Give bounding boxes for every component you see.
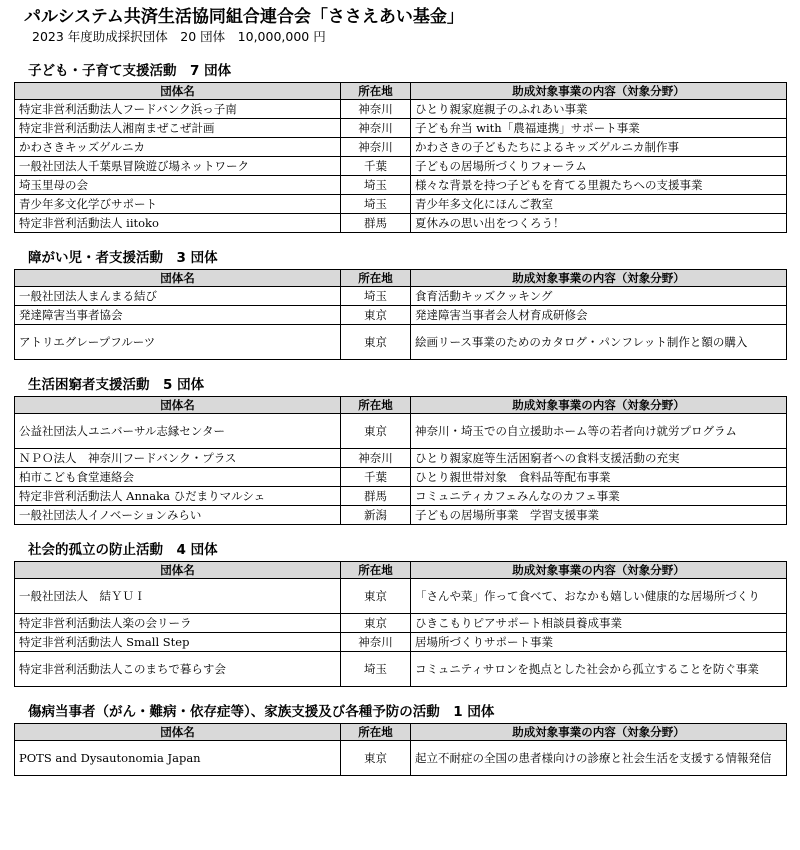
organization-location: 神奈川 (341, 138, 411, 157)
table-row (15, 468, 787, 487)
table-row (15, 195, 787, 214)
organization-name: 青少年多文化学びサポート (15, 195, 341, 214)
table-header-row (15, 562, 787, 579)
table-row (15, 414, 787, 449)
section (14, 540, 786, 687)
organization-location: 東京 (341, 579, 411, 614)
project-content: 「さんや菜」作って食べて、おなかも嬉しい健康的な居場所づくり (411, 579, 787, 614)
organization-location: 埼玉 (341, 195, 411, 214)
organization-location: 千葉 (341, 468, 411, 487)
column-header-location: 所在地 (341, 83, 411, 100)
project-content: ひとり親家庭親子のふれあい事業 (411, 100, 787, 119)
project-content: 青少年多文化にほんご教室 (411, 195, 787, 214)
organization-name: 一般社団法人まんまる結び (15, 287, 341, 306)
section (14, 702, 786, 776)
organization-name: 特定非営利活動法人湘南まぜこぜ計画 (15, 119, 341, 138)
project-content: 絵画リース事業のためのカタログ・パンフレット制作と額の購入 (411, 325, 787, 360)
table-row (15, 579, 787, 614)
table-row (15, 506, 787, 525)
project-content: 発達障害当事者会人材育成研修会 (411, 306, 787, 325)
table-row (15, 633, 787, 652)
table-row (15, 306, 787, 325)
column-header-name: 団体名 (15, 83, 341, 100)
section-heading: 社会的孤立の防止活動 4 団体 (28, 542, 218, 558)
organization-name: 一般社団法人 結ＹＵＩ (15, 579, 341, 614)
organization-name: アトリエグレープフルーツ (15, 325, 341, 360)
column-header-location: 所在地 (341, 724, 411, 741)
organization-location: 新潟 (341, 506, 411, 525)
column-header-name: 団体名 (15, 397, 341, 414)
organization-name: 特定非営利活動法人楽の会リーラ (15, 614, 341, 633)
organization-location: 埼玉 (341, 652, 411, 687)
project-content: かわさきの子どもたちによるキッズゲルニカ制作事 (411, 138, 787, 157)
table-row (15, 487, 787, 506)
document-title: パルシステム共済生活協同組合連合会「ささえあい基金」 (24, 7, 464, 27)
table-row (15, 325, 787, 360)
grant-table (14, 723, 787, 776)
column-header-name: 団体名 (15, 270, 341, 287)
organization-name: 特定非営利活動法人 iitoko (15, 214, 341, 233)
organization-name: 一般社団法人千葉県冒険遊び場ネットワーク (15, 157, 341, 176)
table-row (15, 449, 787, 468)
grant-table (14, 82, 787, 233)
organization-location: 群馬 (341, 214, 411, 233)
column-header-content: 助成対象事業の内容（対象分野） (411, 83, 787, 100)
column-header-location: 所在地 (341, 397, 411, 414)
section (14, 61, 786, 233)
project-content: 子どもの居場所事業 学習支援事業 (411, 506, 787, 525)
organization-name: かわさきキッズゲルニカ (15, 138, 341, 157)
project-content: ひきこもりピアサポート相談員養成事業 (411, 614, 787, 633)
project-content: ひとり親家庭等生活困窮者への食料支援活動の充実 (411, 449, 787, 468)
table-row (15, 741, 787, 776)
project-content: 神奈川・埼玉での自立援助ホーム等の若者向け就労プログラム (411, 414, 787, 449)
project-content: 食育活動キッズクッキング (411, 287, 787, 306)
project-content: 起立不耐症の全国の患者様向けの診療と社会生活を支援する情報発信 (411, 741, 787, 776)
project-content: 夏休みの思い出をつくろう！ (411, 214, 787, 233)
project-content: コミュニティカフェみんなのカフェ事業 (411, 487, 787, 506)
grant-table (14, 396, 787, 525)
project-content: 子ども弁当 with「農福連携」サポート事業 (411, 119, 787, 138)
table-header-row (15, 724, 787, 741)
organization-location: 東京 (341, 741, 411, 776)
table-header-row (15, 270, 787, 287)
project-content: コミュニティサロンを拠点とした社会から孤立することを防ぐ事業 (411, 652, 787, 687)
organization-name: 特定非営利活動法人このまちで暮らす会 (15, 652, 341, 687)
column-header-content: 助成対象事業の内容（対象分野） (411, 397, 787, 414)
table-row (15, 614, 787, 633)
table-row (15, 176, 787, 195)
organization-location: 東京 (341, 614, 411, 633)
organization-location: 神奈川 (341, 449, 411, 468)
document-subtitle: 2023 年度助成採択団体 20 団体 10,000,000 円 (32, 29, 326, 44)
section (14, 375, 786, 525)
column-header-name: 団体名 (15, 562, 341, 579)
table-row (15, 157, 787, 176)
section-heading: 子ども・子育て支援活動 7 団体 (28, 63, 232, 79)
organization-name: 発達障害当事者協会 (15, 306, 341, 325)
organization-location: 東京 (341, 306, 411, 325)
section-heading: 傷病当事者（がん・難病・依存症等）、家族支援及び各種予防の活動 1 団体 (28, 704, 495, 720)
column-header-location: 所在地 (341, 562, 411, 579)
organization-name: 特定非営利活動法人 Small Step (15, 633, 341, 652)
organization-name: ＮＰＯ法人 神奈川フードバンク・プラス (15, 449, 341, 468)
organization-location: 千葉 (341, 157, 411, 176)
organization-location: 埼玉 (341, 176, 411, 195)
organization-location: 神奈川 (341, 119, 411, 138)
organization-location: 群馬 (341, 487, 411, 506)
project-content: 居場所づくりサポート事業 (411, 633, 787, 652)
organization-location: 東京 (341, 414, 411, 449)
organization-name: POTS and Dysautonomia Japan (15, 741, 341, 776)
column-header-content: 助成対象事業の内容（対象分野） (411, 562, 787, 579)
organization-location: 東京 (341, 325, 411, 360)
document-page (14, 6, 786, 776)
column-header-location: 所在地 (341, 270, 411, 287)
section-heading: 生活困窮者支援活動 5 団体 (28, 377, 205, 393)
project-content: 子どもの居場所づくりフォーラム (411, 157, 787, 176)
table-header-row (15, 397, 787, 414)
organization-location: 埼玉 (341, 287, 411, 306)
organization-name: 埼玉里母の会 (15, 176, 341, 195)
organization-name: 特定非営利活動法人 Annaka ひだまりマルシェ (15, 487, 341, 506)
organization-name: 特定非営利活動法人フードバンク浜っ子南 (15, 100, 341, 119)
organization-location: 神奈川 (341, 633, 411, 652)
table-row (15, 119, 787, 138)
table-row (15, 652, 787, 687)
table-row (15, 287, 787, 306)
organization-location: 神奈川 (341, 100, 411, 119)
table-row (15, 214, 787, 233)
section-heading: 障がい児・者支援活動 3 団体 (28, 250, 218, 266)
project-content: 様々な背景を持つ子どもを育てる里親たちへの支援事業 (411, 176, 787, 195)
table-row (15, 100, 787, 119)
table-row (15, 138, 787, 157)
column-header-content: 助成対象事業の内容（対象分野） (411, 724, 787, 741)
sections-container (14, 61, 786, 776)
project-content: ひとり親世帯対象 食料品等配布事業 (411, 468, 787, 487)
organization-name: 柏市こども食堂連絡会 (15, 468, 341, 487)
section (14, 248, 786, 360)
organization-name: 公益社団法人ユニバーサル志縁センター (15, 414, 341, 449)
organization-name: 一般社団法人イノベーションみらい (15, 506, 341, 525)
table-header-row (15, 83, 787, 100)
grant-table (14, 561, 787, 687)
column-header-name: 団体名 (15, 724, 341, 741)
grant-table (14, 269, 787, 360)
column-header-content: 助成対象事業の内容（対象分野） (411, 270, 787, 287)
